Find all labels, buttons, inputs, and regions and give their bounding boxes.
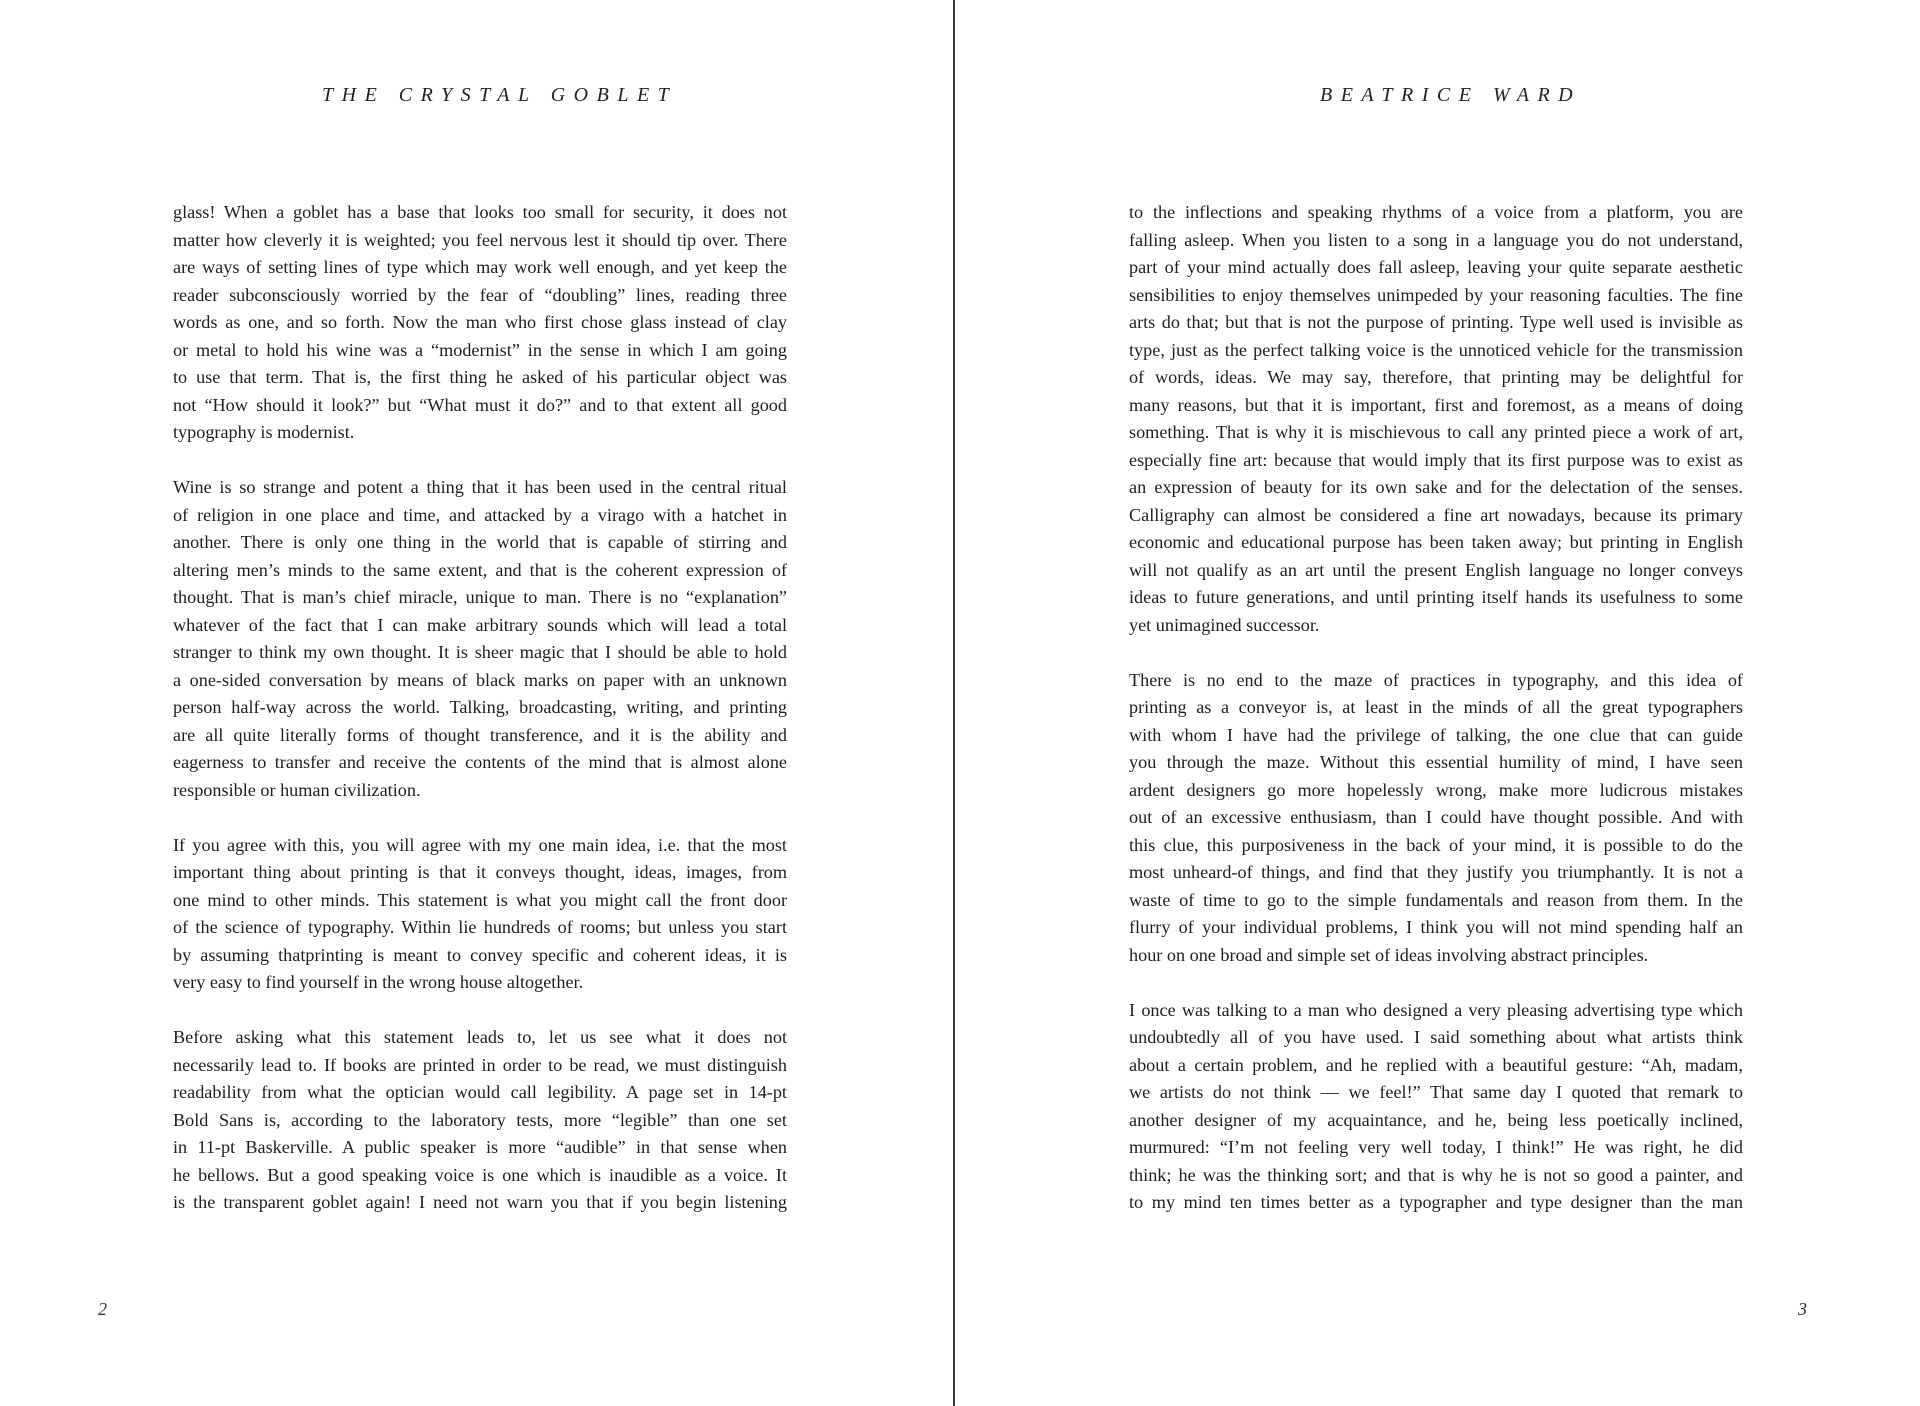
text-line: by assuming thatprinting is meant to convey specific and coherent ideas, it is bbox=[173, 944, 787, 965]
text-line: ardent designers go more hopelessly wrong, make more ludicrous mistakes bbox=[1129, 779, 1743, 800]
text-line: arts do that; but that is not the purpose of printing. Type well used is invisible as bbox=[1129, 312, 1743, 332]
right-page-number: 3 bbox=[1798, 1299, 1807, 1319]
text-line: are ways of setting lines of type which may work well enough, and yet keep the bbox=[173, 257, 787, 277]
text-line: most unheard-of things, and find that they justify you triumphantly. It is not a bbox=[1129, 862, 1743, 882]
text-line: you through the maze. Without this essential humility of mind, I have seen bbox=[1129, 752, 1743, 772]
text-line: whatever of the fact that I can make arbitrary sounds which will lead a total bbox=[173, 614, 787, 635]
text-line: this clue, this purposiveness in the back of your mind, it is possible to do the bbox=[1129, 834, 1743, 855]
text-line: undoubtedly all of you have used. I said something about what artists think bbox=[1129, 1027, 1743, 1047]
text-line: of religion in one place and time, and attacked by a virago with a hatchet in bbox=[173, 504, 787, 525]
text-line: readability from what the optician would call legibility. A page set in 14-pt bbox=[173, 1082, 787, 1102]
text-line: another. There is only one thing in the world that is capable of stirring and bbox=[173, 532, 787, 552]
text-line: an expression of beauty for its own sake and for the delectation of the senses. bbox=[1129, 477, 1743, 497]
text-line: will not qualify as an art until the present English language no longer conveys bbox=[1129, 559, 1743, 580]
text-line: hour on one broad and simple set of ideas involving abstract principles. bbox=[1129, 944, 1649, 965]
text-line: is the transparent goblet again! I need not warn you that if you begin listening bbox=[173, 1192, 787, 1212]
paragraph bbox=[1129, 667, 1743, 970]
text-line: of words, ideas. We may say, therefore, that printing may be delightful for bbox=[1129, 367, 1743, 387]
text-line: a one-sided conversation by means of black marks on paper with an unknown bbox=[173, 669, 787, 690]
text-line: Before asking what this statement leads to, let us see what it does not bbox=[173, 1027, 787, 1047]
left-body-text bbox=[173, 199, 787, 1244]
text-line: yet unimagined successor. bbox=[1129, 614, 1320, 635]
text-line: If you agree with this, you will agree with my one main idea, i.e. that the most bbox=[173, 834, 787, 855]
text-line: flurry of your individual problems, I think you will not mind spending half an bbox=[1129, 917, 1743, 937]
text-line: he bellows. But a good speaking voice is one which is inaudible as a voice. It bbox=[173, 1164, 787, 1185]
text-line: sensibilities to enjoy themselves unimpeded by your reasoning faculties. The fine bbox=[1129, 284, 1743, 305]
text-line: reader subconsciously worried by the fear of “doubling” lines, reading three bbox=[173, 284, 787, 305]
text-line: Wine is so strange and potent a thing that it has been used in the central ritual bbox=[173, 477, 787, 497]
text-line: to my mind ten times better as a typographer and type designer than the man bbox=[1129, 1192, 1743, 1212]
text-line: words as one, and so forth. Now the man who first chose glass instead of clay bbox=[173, 312, 787, 332]
left-page-number: 2 bbox=[98, 1299, 107, 1319]
text-line: especially fine art: because that would imply that its first purpose was to exist as bbox=[1129, 449, 1743, 470]
text-line: necessarily lead to. If books are printed in order to be read, we must distinguish bbox=[173, 1054, 787, 1075]
paragraph bbox=[1129, 997, 1743, 1217]
paragraph bbox=[173, 474, 787, 804]
text-line: to the inflections and speaking rhythms of a voice from a platform, you are bbox=[1129, 202, 1743, 222]
text-line: stranger to think my own thought. It is sheer magic that I should be able to hold bbox=[173, 642, 787, 662]
text-line: very easy to find yourself in the wrong house altogether. bbox=[173, 972, 584, 992]
text-line: Calligraphy can almost be considered a fine art nowadays, because its primary bbox=[1129, 504, 1743, 525]
text-line: waste of time to go to the simple fundamentals and reason from them. In the bbox=[1129, 889, 1743, 910]
text-line: falling asleep. When you listen to a song in a language you do not understand, bbox=[1129, 229, 1743, 250]
left-page bbox=[0, 0, 953, 1406]
right-page bbox=[956, 0, 1920, 1406]
text-line: of the science of typography. Within lie hundreds of rooms; but unless you start bbox=[173, 917, 787, 937]
text-line: with whom I have had the privilege of talking, the one clue that can guide bbox=[1129, 724, 1743, 745]
text-line: responsible or human civilization. bbox=[173, 779, 421, 800]
text-line: to use that term. That is, the first thing he asked of his particular object was bbox=[173, 367, 787, 387]
text-line: murmured: “I’m not feeling very well today, I think!” He was right, he did bbox=[1129, 1137, 1743, 1157]
text-line: many reasons, but that it is important, first and foremost, as a means of doing bbox=[1129, 394, 1743, 415]
text-line: about a certain problem, and he replied with a beautiful gesture: “Ah, madam, bbox=[1129, 1054, 1743, 1075]
right-body-text bbox=[1129, 199, 1743, 1244]
text-line: person half-way across the world. Talking, broadcasting, writing, and printing bbox=[173, 697, 787, 717]
text-line: out of an excessive enthusiasm, than I could have thought possible. And with bbox=[1129, 807, 1743, 827]
text-line: type, just as the perfect talking voice is the unnoticed vehicle for the transmission bbox=[1129, 339, 1743, 360]
text-line: thought. That is man’s chief miracle, unique to man. There is no “explanation” bbox=[173, 587, 787, 607]
text-line: typography is modernist. bbox=[173, 422, 355, 442]
paragraph bbox=[173, 199, 787, 447]
right-running-head: BEATRICE WARD bbox=[1320, 84, 1582, 106]
paragraph bbox=[173, 832, 787, 997]
text-line: important thing about printing is that it conveys thought, ideas, images, from bbox=[173, 862, 787, 882]
text-line: glass! When a goblet has a base that looks too small for security, it does not bbox=[173, 202, 787, 222]
text-line: economic and educational purpose has been taken away; but printing in English bbox=[1129, 532, 1743, 552]
paragraph bbox=[1129, 199, 1743, 639]
text-line: are all quite literally forms of thought transference, and it is the ability and bbox=[173, 724, 787, 745]
text-line: not “How should it look?” but “What must it do?” and to that extent all good bbox=[173, 394, 787, 415]
text-line: part of your mind actually does fall asleep, leaving your quite separate aesthetic bbox=[1129, 257, 1743, 277]
text-line: or metal to hold his wine was a “modernist” in the sense in which I am going bbox=[173, 339, 787, 360]
text-line: altering men’s minds to the same extent, and that is the coherent expression of bbox=[173, 559, 787, 580]
book-gutter-divider bbox=[953, 0, 955, 1406]
text-line: I once was talking to a man who designed a very pleasing advertising type which bbox=[1129, 999, 1743, 1020]
paragraph bbox=[173, 1024, 787, 1217]
left-running-head: THE CRYSTAL GOBLET bbox=[322, 84, 678, 106]
text-line: something. That is why it is mischievous to call any printed piece a work of art, bbox=[1129, 422, 1743, 442]
text-line: another designer of my acquaintance, and he, being less poetically inclined, bbox=[1129, 1109, 1743, 1130]
text-line: eagerness to transfer and receive the contents of the mind that is almost alone bbox=[173, 752, 787, 772]
text-line: Bold Sans is, according to the laboratory tests, more “legible” than one set bbox=[173, 1109, 787, 1130]
text-line: There is no end to the maze of practices in typography, and this idea of bbox=[1129, 669, 1743, 690]
text-line: think; he was the thinking sort; and that is why he is not so good a painter, and bbox=[1129, 1164, 1743, 1185]
text-line: ideas to future generations, and until printing itself hands its usefulness to some bbox=[1129, 587, 1743, 607]
text-line: matter how cleverly it is weighted; you feel nervous lest it should tip over. There bbox=[173, 229, 787, 250]
text-line: we artists do not think — we feel!” That same day I quoted that remark to bbox=[1129, 1082, 1743, 1102]
text-line: one mind to other minds. This statement is what you might call the front door bbox=[173, 889, 787, 910]
text-line: printing as a conveyor is, at least in the minds of all the great typographers bbox=[1129, 697, 1743, 717]
text-line: in 11-pt Baskerville. A public speaker is more “audible” in that sense when bbox=[173, 1137, 787, 1157]
